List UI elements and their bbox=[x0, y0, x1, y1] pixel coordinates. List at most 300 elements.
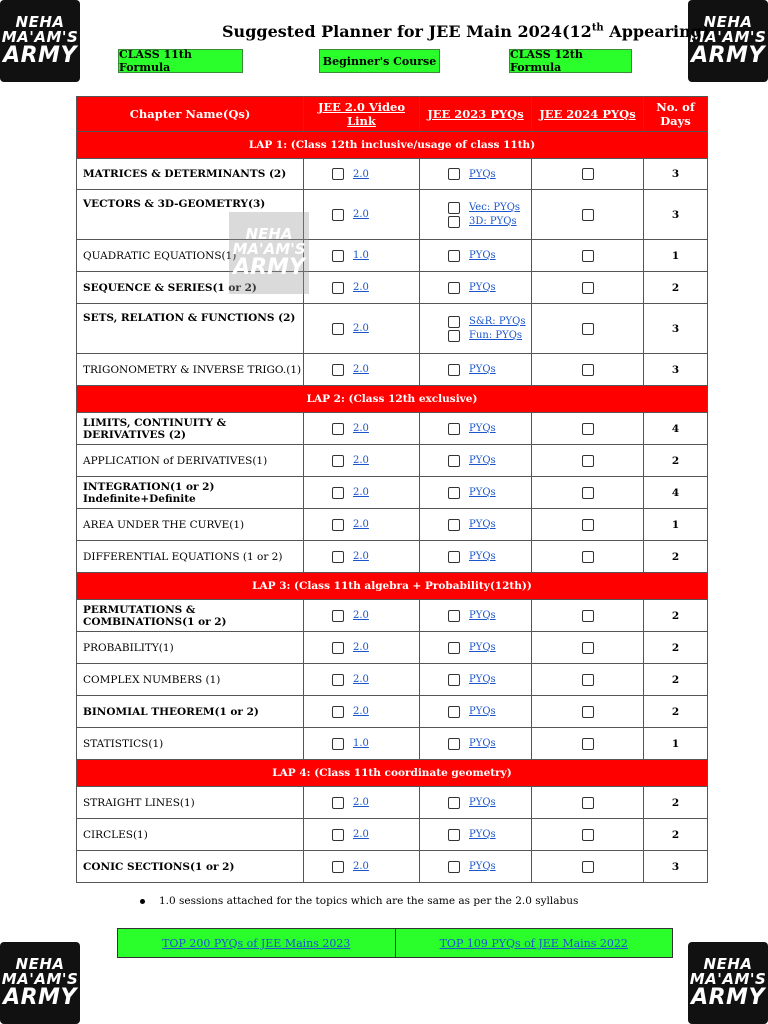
logo-line-2: MA'AM'S bbox=[1, 970, 79, 988]
header-jee-2023-pyqs-text[interactable]: JEE 2023 PYQs bbox=[427, 107, 524, 121]
pyqs-2024-checkbox[interactable] bbox=[582, 487, 594, 499]
video-checkbox[interactable] bbox=[332, 610, 344, 622]
pyqs-2023-cell bbox=[420, 851, 532, 883]
video-link-group bbox=[304, 455, 419, 467]
video-link-group bbox=[304, 738, 419, 750]
pyqs-item bbox=[448, 202, 520, 214]
pyqs-2023-link[interactable]: PYQs bbox=[469, 861, 496, 872]
pyqs-2023-link[interactable]: PYQs bbox=[469, 738, 496, 749]
pyqs-2023-cell bbox=[420, 413, 532, 445]
pyqs-2024-cell bbox=[532, 851, 644, 883]
lap-header-row bbox=[77, 573, 708, 600]
bottom-links-bar bbox=[117, 928, 673, 958]
pyqs-2024-cell bbox=[532, 240, 644, 272]
table-row bbox=[77, 664, 708, 696]
video-link-group bbox=[304, 519, 419, 531]
pyqs-2023-link[interactable]: PYQs bbox=[469, 829, 496, 840]
header-jee-2024-pyqs[interactable] bbox=[532, 97, 644, 132]
watermark-line-1: NEHA bbox=[245, 225, 293, 243]
video-link[interactable]: 2.0 bbox=[353, 168, 369, 180]
pyqs-2023-group bbox=[420, 609, 531, 623]
pyqs-2023-group bbox=[420, 486, 531, 500]
no-of-days: 2 bbox=[644, 445, 708, 477]
video-link-group bbox=[304, 323, 419, 335]
no-of-days: 2 bbox=[644, 664, 708, 696]
video-link-group bbox=[304, 423, 419, 435]
pyqs-item bbox=[448, 642, 496, 654]
video-checkbox[interactable] bbox=[332, 423, 344, 435]
pyqs-2023-cell bbox=[420, 541, 532, 573]
pyqs-2023-cell bbox=[420, 190, 532, 240]
pyqs-2024-cell bbox=[532, 509, 644, 541]
pyqs-2023-cell bbox=[420, 787, 532, 819]
video-link[interactable]: 2.0 bbox=[353, 706, 369, 717]
video-link-cell bbox=[304, 445, 420, 477]
header-jee-2024-pyqs-text[interactable]: JEE 2024 PYQs bbox=[539, 107, 636, 121]
table-row bbox=[77, 354, 708, 386]
video-link-cell bbox=[304, 632, 420, 664]
table-row bbox=[77, 413, 708, 445]
chapter-name: TRIGONOMETRY & INVERSE TRIGO.(1) bbox=[77, 354, 304, 386]
video-link-cell bbox=[304, 728, 420, 760]
chapter-name: DIFFERENTIAL EQUATIONS (1 or 2) bbox=[77, 541, 304, 573]
pyqs-item bbox=[448, 829, 496, 841]
video-link-cell bbox=[304, 240, 420, 272]
no-of-days: 1 bbox=[644, 728, 708, 760]
lap-header-row bbox=[77, 132, 708, 159]
video-link-cell bbox=[304, 600, 420, 632]
logo-line-2: MA'AM'S bbox=[689, 28, 767, 46]
pyqs-2024-checkbox[interactable] bbox=[582, 423, 594, 435]
pyqs-2023-group bbox=[420, 518, 531, 532]
video-checkbox[interactable] bbox=[332, 487, 344, 499]
video-checkbox[interactable] bbox=[332, 250, 344, 262]
no-of-days: 3 bbox=[644, 354, 708, 386]
syllabus-note bbox=[140, 895, 578, 907]
pyqs-2024-checkbox[interactable] bbox=[582, 323, 594, 335]
pyqs-2023-checkbox[interactable] bbox=[448, 330, 460, 342]
chapter-name: PROBABILITY(1) bbox=[77, 632, 304, 664]
video-link-group bbox=[304, 364, 419, 376]
logo-line-3: ARMY bbox=[3, 985, 77, 1010]
no-of-days: 3 bbox=[644, 304, 708, 354]
video-link[interactable]: 2.0 bbox=[353, 364, 369, 375]
no-of-days: 3 bbox=[644, 190, 708, 240]
neha-maams-army-logo bbox=[688, 0, 768, 82]
no-of-days: 2 bbox=[644, 696, 708, 728]
video-link[interactable]: 2.0 bbox=[353, 282, 369, 293]
header-chapter-name: Chapter Name(Qs) bbox=[77, 97, 304, 132]
table-row bbox=[77, 787, 708, 819]
pyqs-2023-group bbox=[420, 201, 531, 229]
table-row bbox=[77, 819, 708, 851]
pyqs-2023-group bbox=[420, 363, 531, 377]
no-of-days: 3 bbox=[644, 159, 708, 190]
video-link-group bbox=[304, 797, 419, 809]
video-link-cell bbox=[304, 272, 420, 304]
pyqs-item bbox=[448, 674, 496, 686]
pyqs-2023-cell bbox=[420, 304, 532, 354]
video-checkbox[interactable] bbox=[332, 364, 344, 376]
pyqs-2024-checkbox[interactable] bbox=[582, 674, 594, 686]
pyqs-2024-checkbox[interactable] bbox=[582, 282, 594, 294]
watermark-line-3: ARMY bbox=[233, 255, 305, 280]
video-link-cell bbox=[304, 190, 420, 240]
chapter-name: CIRCLES(1) bbox=[77, 819, 304, 851]
pyqs-2023-checkbox[interactable] bbox=[448, 706, 460, 718]
pyqs-2024-cell bbox=[532, 477, 644, 509]
chapter-name: STRAIGHT LINES(1) bbox=[77, 787, 304, 819]
video-link[interactable]: 2.0 bbox=[353, 209, 369, 220]
chapter-name: CONIC SECTIONS(1 or 2) bbox=[77, 851, 304, 883]
header-no-of-days: No. of Days bbox=[644, 97, 708, 132]
planner-body bbox=[77, 132, 708, 883]
video-link-group bbox=[304, 610, 419, 622]
video-link[interactable]: 2.0 bbox=[353, 455, 369, 466]
no-of-days: 1 bbox=[644, 509, 708, 541]
pyqs-2023-link[interactable]: PYQs bbox=[469, 455, 496, 466]
video-link-cell bbox=[304, 664, 420, 696]
video-checkbox[interactable] bbox=[332, 209, 344, 221]
pyqs-2023-checkbox[interactable] bbox=[448, 829, 460, 841]
pyqs-2023-group bbox=[420, 422, 531, 436]
pyqs-2023-link[interactable]: PYQs bbox=[469, 487, 496, 498]
video-checkbox[interactable] bbox=[332, 455, 344, 467]
pyqs-2023-group bbox=[420, 641, 531, 655]
pyqs-2024-checkbox[interactable] bbox=[582, 551, 594, 563]
video-link-cell bbox=[304, 787, 420, 819]
chapter-name: COMPLEX NUMBERS (1) bbox=[77, 664, 304, 696]
no-of-days: 2 bbox=[644, 632, 708, 664]
pyqs-2023-link[interactable]: PYQs bbox=[469, 519, 496, 530]
chapter-name: SEQUENCE & SERIES(1 or 2) bbox=[77, 272, 304, 304]
video-link-cell bbox=[304, 819, 420, 851]
lap-header-row bbox=[77, 760, 708, 787]
pyqs-2024-checkbox[interactable] bbox=[582, 610, 594, 622]
video-link[interactable]: 2.0 bbox=[353, 861, 369, 872]
video-link[interactable]: 1.0 bbox=[353, 738, 369, 749]
pyqs-2024-checkbox[interactable] bbox=[582, 168, 594, 180]
video-checkbox[interactable] bbox=[332, 829, 344, 841]
pyqs-item bbox=[448, 797, 496, 809]
video-link-cell bbox=[304, 159, 420, 190]
pyqs-2023-group bbox=[420, 315, 531, 343]
chapter-name: QUADRATIC EQUATIONS(1) bbox=[77, 240, 304, 272]
top-109-pyqs-2022-link[interactable]: TOP 109 PYQs of JEE Mains 2022 bbox=[395, 929, 673, 957]
chapter-name: LIMITS, CONTINUITY & DERIVATIVES (2) bbox=[77, 413, 304, 445]
video-link[interactable]: 2.0 bbox=[353, 487, 369, 498]
pyqs-2023-group bbox=[420, 281, 531, 295]
pyqs-2023-link[interactable]: PYQs bbox=[469, 674, 496, 685]
table-row bbox=[77, 728, 708, 760]
table-row bbox=[77, 272, 708, 304]
video-checkbox[interactable] bbox=[332, 519, 344, 531]
pyqs-2024-checkbox[interactable] bbox=[582, 209, 594, 221]
pyqs-2024-checkbox[interactable] bbox=[582, 455, 594, 467]
chapter-name: AREA UNDER THE CURVE(1) bbox=[77, 509, 304, 541]
pyqs-2024-checkbox[interactable] bbox=[582, 829, 594, 841]
pyqs-2023-checkbox[interactable] bbox=[448, 861, 460, 873]
pyqs-2023-link[interactable]: PYQs bbox=[469, 706, 496, 717]
logo-line-3: ARMY bbox=[691, 985, 765, 1010]
title-prefix: Suggested Planner for JEE Main 2024(12 bbox=[222, 22, 592, 41]
no-of-days: 2 bbox=[644, 787, 708, 819]
pyqs-2023-link[interactable]: PYQs bbox=[469, 364, 496, 375]
pyqs-2024-cell bbox=[532, 304, 644, 354]
video-checkbox[interactable] bbox=[332, 797, 344, 809]
logo-line-2: MA'AM'S bbox=[689, 970, 767, 988]
chapter-name: VECTORS & 3D-GEOMETRY(3) bbox=[77, 190, 304, 240]
pyqs-2024-cell bbox=[532, 787, 644, 819]
table-header-row bbox=[77, 97, 708, 132]
pyqs-2024-cell bbox=[532, 696, 644, 728]
video-link-cell bbox=[304, 509, 420, 541]
table-row bbox=[77, 304, 708, 354]
video-link-group bbox=[304, 250, 419, 262]
pyqs-2023-link[interactable]: PYQs bbox=[469, 423, 496, 434]
pyqs-2023-checkbox[interactable] bbox=[448, 642, 460, 654]
video-link-cell bbox=[304, 851, 420, 883]
chapter-name: STATISTICS(1) bbox=[77, 728, 304, 760]
pyqs-2024-cell bbox=[532, 541, 644, 573]
pyqs-2023-cell bbox=[420, 240, 532, 272]
pyqs-item bbox=[448, 610, 496, 622]
lap-title: LAP 3: (Class 11th algebra + Probability(12th)) bbox=[77, 573, 708, 600]
pyqs-2024-cell bbox=[532, 445, 644, 477]
chapter-name: APPLICATION of DERIVATIVES(1) bbox=[77, 445, 304, 477]
video-checkbox[interactable] bbox=[332, 642, 344, 654]
pyqs-2023-group bbox=[420, 673, 531, 687]
top-200-pyqs-2023-link[interactable]: TOP 200 PYQs of JEE Mains 2023 bbox=[162, 936, 351, 950]
class-12-formula-button[interactable]: CLASS 12th Formula bbox=[509, 49, 632, 73]
video-link[interactable]: 1.0 bbox=[353, 250, 369, 261]
video-link[interactable]: 2.0 bbox=[353, 551, 369, 562]
pyqs-2024-checkbox[interactable] bbox=[582, 519, 594, 531]
pyqs-2023-link[interactable]: PYQs bbox=[469, 250, 496, 261]
pyqs-2023-group bbox=[420, 796, 531, 810]
pyqs-2023-checkbox[interactable] bbox=[448, 364, 460, 376]
header-video-link-text[interactable]: JEE 2.0 Video Link bbox=[317, 100, 406, 128]
pyqs-2023-link[interactable]: Vec: PYQs bbox=[469, 202, 521, 213]
video-link[interactable]: 2.0 bbox=[353, 674, 369, 685]
video-link-cell bbox=[304, 696, 420, 728]
pyqs-2023-group bbox=[420, 454, 531, 468]
pyqs-2024-cell bbox=[532, 819, 644, 851]
no-of-days: 4 bbox=[644, 413, 708, 445]
pyqs-2023-checkbox[interactable] bbox=[448, 674, 460, 686]
chapter-name: MATRICES & DETERMINANTS (2) bbox=[77, 159, 304, 190]
pyqs-item bbox=[448, 216, 517, 228]
video-link-group bbox=[304, 551, 419, 563]
pyqs-2023-cell bbox=[420, 477, 532, 509]
video-checkbox[interactable] bbox=[332, 861, 344, 873]
video-checkbox[interactable] bbox=[332, 674, 344, 686]
pyqs-2023-checkbox[interactable] bbox=[448, 168, 460, 180]
pyqs-2023-group bbox=[420, 550, 531, 564]
pyqs-item bbox=[448, 316, 526, 328]
table-row bbox=[77, 851, 708, 883]
chapter-name: SETS, RELATION & FUNCTIONS (2) bbox=[77, 304, 304, 354]
pyqs-2023-link[interactable]: PYQs bbox=[469, 282, 496, 293]
table-row bbox=[77, 445, 708, 477]
pyqs-2023-cell bbox=[420, 159, 532, 190]
video-checkbox[interactable] bbox=[332, 738, 344, 750]
beginners-course-button[interactable]: Beginner's Course bbox=[319, 49, 440, 73]
video-link-cell bbox=[304, 354, 420, 386]
no-of-days: 2 bbox=[644, 541, 708, 573]
pyqs-2023-checkbox[interactable] bbox=[448, 282, 460, 294]
video-link-group bbox=[304, 168, 419, 180]
pyqs-2023-cell bbox=[420, 728, 532, 760]
video-link-group bbox=[304, 706, 419, 718]
table-row bbox=[77, 240, 708, 272]
video-link[interactable]: 2.0 bbox=[353, 519, 369, 530]
pyqs-item bbox=[448, 455, 496, 467]
logo-line-3: ARMY bbox=[691, 43, 765, 68]
pyqs-2023-link[interactable]: 3D: PYQs bbox=[469, 216, 517, 227]
no-of-days: 2 bbox=[644, 600, 708, 632]
pyqs-2023-cell bbox=[420, 509, 532, 541]
bullet-icon bbox=[140, 899, 145, 904]
pyqs-2023-group bbox=[420, 737, 531, 751]
pyqs-2023-checkbox[interactable] bbox=[448, 519, 460, 531]
planner-table bbox=[76, 96, 708, 883]
pyqs-2024-checkbox[interactable] bbox=[582, 250, 594, 262]
pyqs-2024-checkbox[interactable] bbox=[582, 738, 594, 750]
lap-title: LAP 2: (Class 12th exclusive) bbox=[77, 386, 708, 413]
video-link-group bbox=[304, 487, 419, 499]
page-title bbox=[222, 22, 710, 41]
chapter-name: BINOMIAL THEOREM(1 or 2) bbox=[77, 696, 304, 728]
video-checkbox[interactable] bbox=[332, 551, 344, 563]
pyqs-item bbox=[448, 738, 496, 750]
video-link[interactable]: 2.0 bbox=[353, 829, 369, 840]
video-link-cell bbox=[304, 477, 420, 509]
pyqs-2023-checkbox[interactable] bbox=[448, 610, 460, 622]
no-of-days: 2 bbox=[644, 272, 708, 304]
video-link[interactable]: 2.0 bbox=[353, 610, 369, 621]
pyqs-2024-cell bbox=[532, 728, 644, 760]
pyqs-2023-checkbox[interactable] bbox=[448, 455, 460, 467]
video-link-group bbox=[304, 209, 419, 221]
header-jee-2023-pyqs[interactable] bbox=[420, 97, 532, 132]
table-row bbox=[77, 477, 708, 509]
video-link[interactable]: 2.0 bbox=[353, 642, 369, 653]
logo-line-3: ARMY bbox=[3, 43, 77, 68]
logo-line-1: NEHA bbox=[703, 955, 753, 973]
video-checkbox[interactable] bbox=[332, 168, 344, 180]
pyqs-2024-cell bbox=[532, 600, 644, 632]
pyqs-2023-checkbox[interactable] bbox=[448, 250, 460, 262]
lap-title: LAP 4: (Class 11th coordinate geometry) bbox=[77, 760, 708, 787]
pyqs-item bbox=[448, 168, 496, 180]
neha-maams-army-logo bbox=[0, 942, 80, 1024]
pyqs-2024-cell bbox=[532, 159, 644, 190]
pyqs-item bbox=[448, 250, 496, 262]
video-link[interactable]: 2.0 bbox=[353, 423, 369, 434]
pyqs-2024-checkbox[interactable] bbox=[582, 706, 594, 718]
table-row bbox=[77, 190, 708, 240]
video-link-cell bbox=[304, 413, 420, 445]
video-link[interactable]: 2.0 bbox=[353, 797, 369, 808]
pyqs-2023-cell bbox=[420, 445, 532, 477]
pyqs-2023-cell bbox=[420, 696, 532, 728]
chapter-name: INTEGRATION(1 or 2) Indefinite+Definite bbox=[77, 477, 304, 509]
pyqs-2023-checkbox[interactable] bbox=[448, 738, 460, 750]
pyqs-2023-checkbox[interactable] bbox=[448, 797, 460, 809]
pyqs-2023-cell bbox=[420, 600, 532, 632]
pyqs-2023-link[interactable]: PYQs bbox=[469, 642, 496, 653]
pyqs-2024-cell bbox=[532, 272, 644, 304]
syllabus-note-text: 1.0 sessions attached for the topics which are the same as per the 2.0 syllabus bbox=[159, 895, 579, 907]
pyqs-2023-group bbox=[420, 249, 531, 263]
logo-line-1: NEHA bbox=[703, 13, 753, 31]
pyqs-item bbox=[448, 706, 496, 718]
pyqs-item bbox=[448, 861, 496, 873]
pyqs-item bbox=[448, 551, 496, 563]
header-video-link[interactable] bbox=[304, 97, 420, 132]
pyqs-2023-link[interactable]: PYQs bbox=[469, 797, 496, 808]
pyqs-2023-link[interactable]: Fun: PYQs bbox=[469, 330, 523, 341]
lap-title: LAP 1: (Class 12th inclusive/usage of class 11th) bbox=[77, 132, 708, 159]
pyqs-2024-cell bbox=[532, 190, 644, 240]
logo-line-1: NEHA bbox=[15, 13, 65, 31]
video-checkbox[interactable] bbox=[332, 323, 344, 335]
logo-line-1: NEHA bbox=[15, 955, 65, 973]
video-link-group bbox=[304, 674, 419, 686]
video-link-cell bbox=[304, 304, 420, 354]
pyqs-item bbox=[448, 282, 496, 294]
pyqs-2023-cell bbox=[420, 664, 532, 696]
table-row bbox=[77, 600, 708, 632]
pyqs-2023-link[interactable]: S&R: PYQs bbox=[469, 316, 526, 327]
pyqs-2023-cell bbox=[420, 272, 532, 304]
title-superscript: th bbox=[591, 22, 604, 34]
pyqs-2024-checkbox[interactable] bbox=[582, 797, 594, 809]
pyqs-2023-cell bbox=[420, 632, 532, 664]
video-link-cell bbox=[304, 541, 420, 573]
pyqs-2023-checkbox[interactable] bbox=[448, 316, 460, 328]
pyqs-item bbox=[448, 487, 496, 499]
video-checkbox[interactable] bbox=[332, 706, 344, 718]
pyqs-2023-checkbox[interactable] bbox=[448, 423, 460, 435]
video-link-group bbox=[304, 829, 419, 841]
pyqs-2023-checkbox[interactable] bbox=[448, 202, 460, 214]
pyqs-2023-group bbox=[420, 167, 531, 181]
pyqs-item bbox=[448, 519, 496, 531]
pyqs-2023-cell bbox=[420, 354, 532, 386]
video-link[interactable]: 2.0 bbox=[353, 323, 369, 334]
pyqs-2024-checkbox[interactable] bbox=[582, 642, 594, 654]
video-link-group bbox=[304, 642, 419, 654]
class-11-formula-button[interactable]: CLASS 11th Formula bbox=[118, 49, 243, 73]
pyqs-2024-checkbox[interactable] bbox=[582, 364, 594, 376]
pyqs-2023-checkbox[interactable] bbox=[448, 551, 460, 563]
pyqs-2023-link[interactable]: PYQs bbox=[469, 551, 496, 562]
pyqs-2023-group bbox=[420, 828, 531, 842]
pyqs-2023-checkbox[interactable] bbox=[448, 216, 460, 228]
title-suffix: Appearing) bbox=[603, 22, 710, 41]
pyqs-2023-checkbox[interactable] bbox=[448, 487, 460, 499]
pyqs-2023-link[interactable]: PYQs bbox=[469, 168, 496, 180]
pyqs-2024-checkbox[interactable] bbox=[582, 861, 594, 873]
table-row bbox=[77, 632, 708, 664]
video-link-group bbox=[304, 861, 419, 873]
pyqs-2023-link[interactable]: PYQs bbox=[469, 610, 496, 621]
pyqs-2024-cell bbox=[532, 354, 644, 386]
video-checkbox[interactable] bbox=[332, 282, 344, 294]
chapter-name: PERMUTATIONS & COMBINATIONS(1 or 2) bbox=[77, 600, 304, 632]
